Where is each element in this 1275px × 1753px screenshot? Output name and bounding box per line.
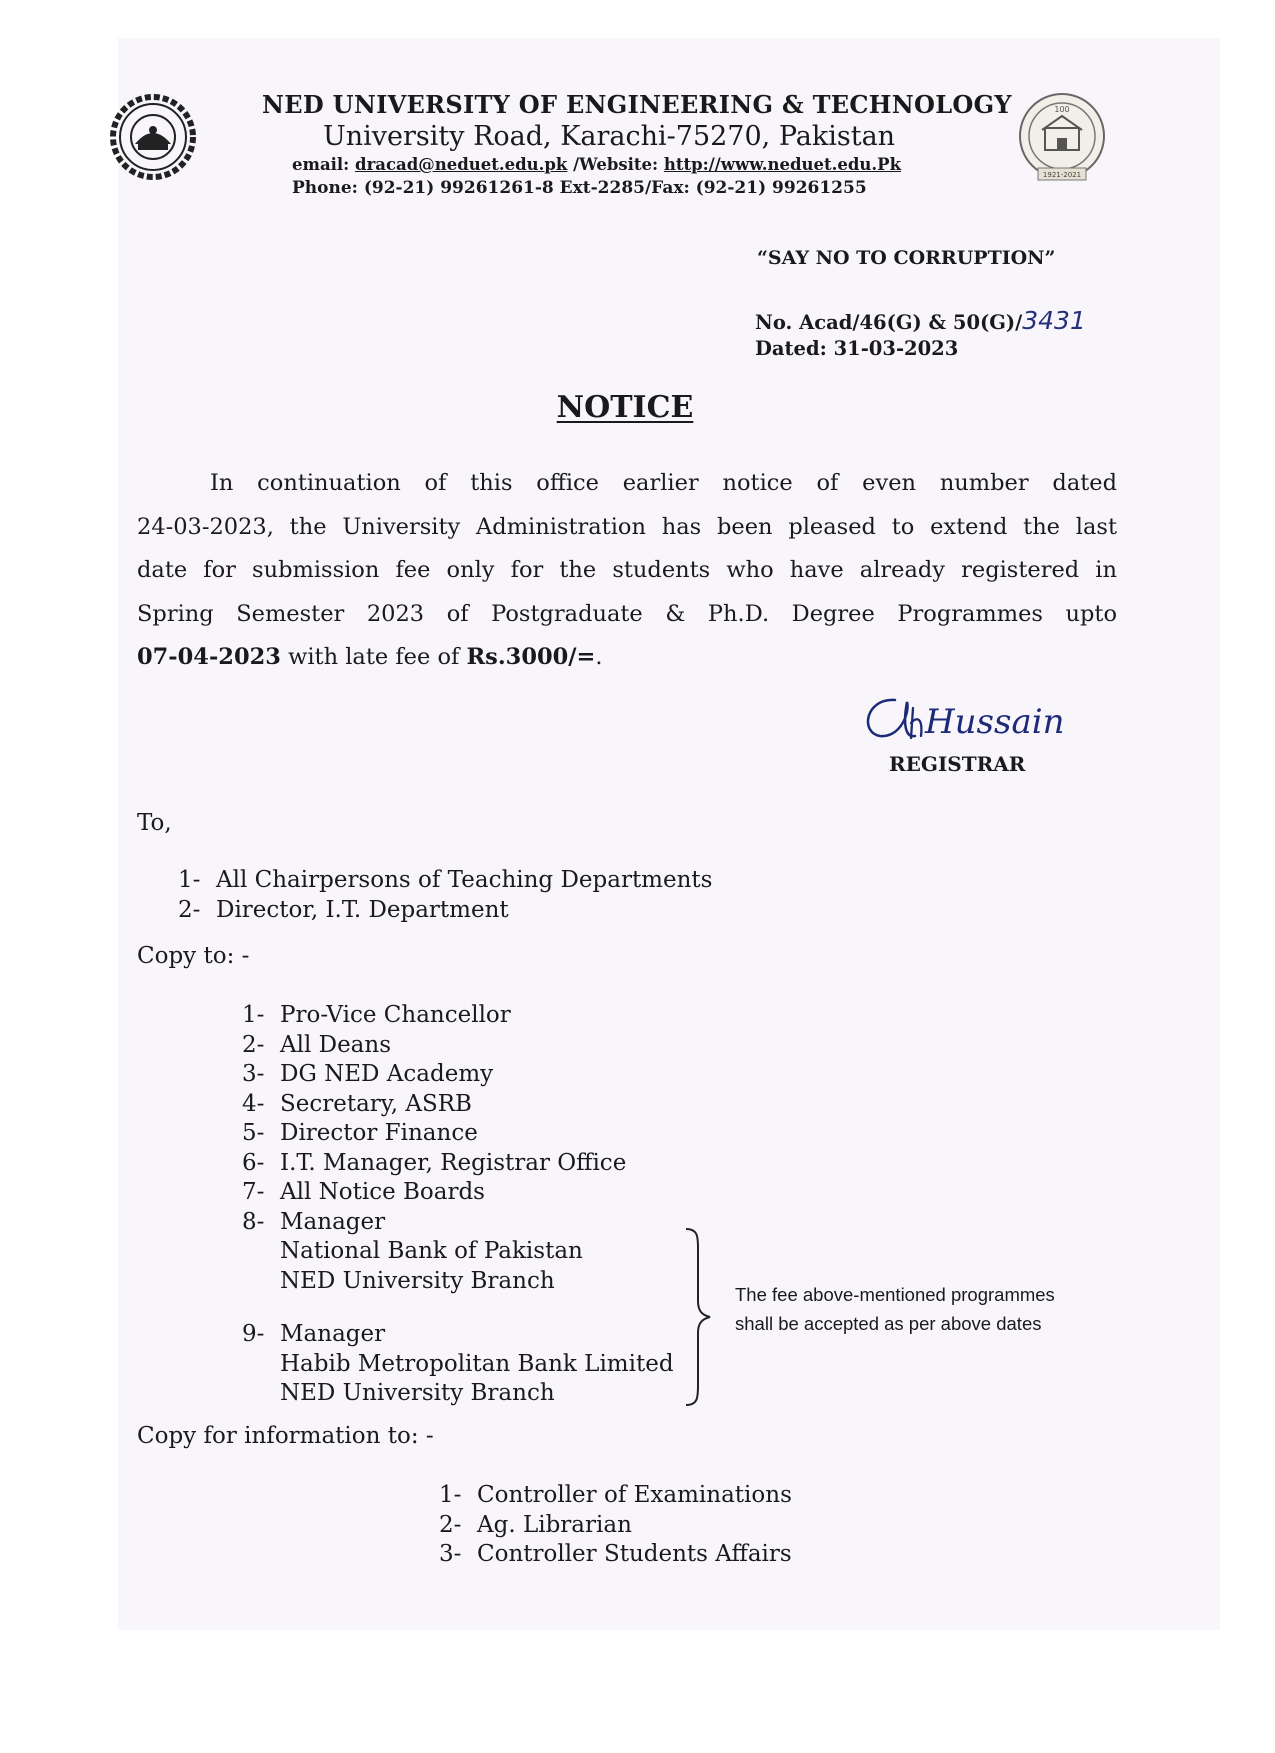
signature-handwriting: Hussain	[925, 702, 1065, 742]
copy-info-list	[439, 1481, 792, 1570]
list-item: 5- Director Finance	[242, 1120, 478, 1146]
list-item: 3- DG NED Academy	[242, 1061, 494, 1087]
university-address: University Road, Karachi-75270, Pakistan	[323, 121, 896, 152]
list-item: 7- All Notice Boards	[242, 1179, 485, 1205]
university-name: NED UNIVERSITY OF ENGINEERING & TECHNOLOGY	[262, 90, 1012, 119]
bank-item-nbp: 8- Manager	[242, 1208, 386, 1235]
list-item: 6- I.T. Manager, Registrar Office	[242, 1149, 627, 1176]
extended-date: 07-04-2023	[137, 644, 281, 670]
reference-prefix: No. Acad/46(G) & 50(G)/	[755, 311, 1023, 334]
grouping-brace	[684, 1227, 714, 1407]
seal-years: 1921-2021	[1042, 171, 1082, 179]
body-line-4: Spring Semester 2023 of Postgraduate & Ph.D. Degree Programmes upto	[137, 600, 1117, 627]
list-item: 2- Ag. Librarian	[439, 1511, 632, 1538]
notice-title	[0, 390, 1250, 425]
website-link[interactable]: http://www.neduet.edu.Pk	[663, 155, 902, 174]
contact-line	[292, 155, 901, 174]
body-line-5: 07-04-2023 with late fee of Rs.3000/=.	[137, 644, 603, 670]
anti-corruption-slogan: “SAY NO TO CORRUPTION”	[757, 247, 1056, 269]
email-label: email:	[292, 155, 350, 174]
list-item: 3- Controller Students Affairs	[439, 1541, 792, 1567]
list-item: 2- Director, I.T. Department	[178, 896, 509, 923]
reference-handwritten-number: 3431	[1022, 306, 1086, 335]
registrar-designation: REGISTRAR	[889, 752, 1026, 776]
body-line-3: date for submission fee only for the students who have already registered in	[137, 557, 1117, 583]
list-item: 1- All Chairpersons of Teaching Departments	[178, 867, 713, 893]
website-label: /Website:	[573, 155, 659, 174]
bank-item-hmb: 9- Manager	[242, 1321, 386, 1347]
list-item: 4- Secretary, ASRB	[242, 1090, 472, 1117]
body-line-1: In continuation of this office earlier notice of even number dated	[210, 470, 1117, 496]
body-line-2: 24-03-2023, the University Administration has been pleased to extend the last	[137, 513, 1117, 540]
list-item: 2- All Deans	[242, 1031, 392, 1058]
centenary-seal-logo	[1012, 88, 1112, 188]
university-gear-logo	[108, 92, 198, 182]
seal-number: 100	[1054, 105, 1070, 114]
bank-branch-nbp: NED University Branch	[280, 1267, 555, 1294]
phone-fax-line: Phone: (92-21) 99261261-8 Ext-2285/Fax: (92-21) 99261255	[292, 178, 867, 198]
email-link[interactable]: dracad@neduet.edu.pk	[355, 155, 568, 174]
reference-number	[755, 306, 1086, 335]
copy-to-label: Copy to: -	[137, 943, 250, 969]
notice-title-text: NOTICE	[556, 390, 694, 425]
bank-note-line-2: shall be accepted as per above dates	[735, 1313, 1042, 1334]
registrar-signature	[855, 688, 1065, 758]
bank-note	[735, 1280, 1055, 1338]
list-item: 1- Controller of Examinations	[439, 1482, 792, 1508]
copy-to-list	[242, 1001, 674, 1409]
late-fee: Rs.3000/=	[466, 644, 596, 670]
bank-note-line-1: The fee above-mentioned programmes	[735, 1284, 1055, 1305]
copy-info-label: Copy for information to: -	[137, 1423, 434, 1449]
bank-name-nbp: National Bank of Pakistan	[280, 1238, 583, 1264]
notice-body	[137, 462, 1117, 680]
list-item: 1- Pro-Vice Chancellor	[242, 1002, 511, 1028]
to-list	[178, 866, 712, 925]
bank-branch-hmb: NED University Branch	[280, 1380, 555, 1406]
to-label: To,	[137, 810, 172, 836]
dated-line: Dated: 31-03-2023	[755, 337, 959, 360]
bank-name-hmb: Habib Metropolitan Bank Limited	[280, 1350, 674, 1377]
